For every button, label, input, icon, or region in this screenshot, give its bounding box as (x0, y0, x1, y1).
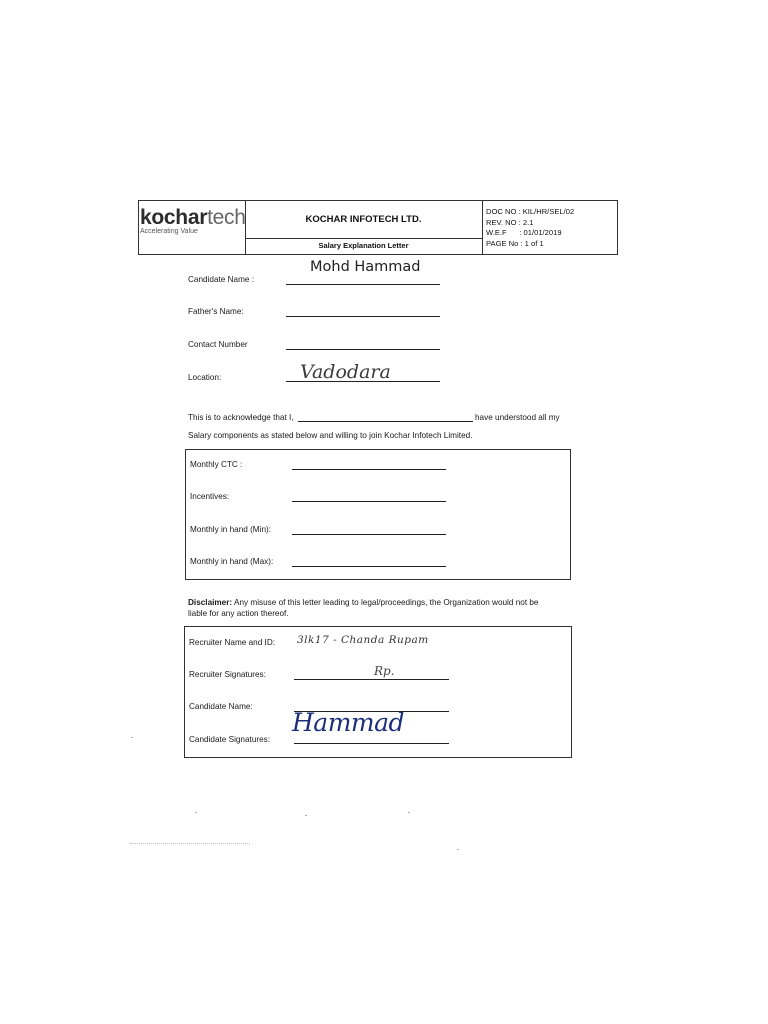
candidate-name-label-2: Candidate Name: (189, 702, 253, 711)
location-label: Location: (188, 373, 222, 382)
candidate-signature-label: Candidate Signatures: (189, 735, 271, 744)
recruiter-name-id-label: Recruiter Name and ID: (189, 638, 276, 647)
ack-name-field[interactable] (298, 421, 473, 422)
location-handwritten: Vadodara (300, 361, 391, 383)
document-info (486, 207, 574, 249)
monthly-ctc-field[interactable] (292, 469, 446, 470)
header-divider (245, 238, 482, 239)
incentives-field[interactable] (292, 501, 446, 502)
logo-tech-text: tech (207, 206, 246, 229)
contact-number-label: Contact Number (188, 340, 248, 349)
disclaimer-text: Any misuse of this letter leading to legal/proceedings, the Organization would not be (233, 598, 539, 607)
logo-tagline: Accelerating Value (140, 228, 198, 235)
monthly-inhand-max-label: Monthly in hand (Max): (190, 557, 274, 566)
candidate-name-label: Candidate Name : (188, 275, 254, 284)
disclaimer-line1 (188, 598, 538, 607)
ack-suffix: have understood all my (475, 413, 560, 422)
disclaimer-line2: liable for any action thereof. (188, 609, 289, 618)
header-divider (482, 201, 483, 254)
disclaimer-heading: Disclaimer: (188, 598, 233, 607)
document-header-table (138, 200, 618, 255)
monthly-ctc-label: Monthly CTC : (190, 460, 243, 469)
candidate-name-field[interactable] (286, 284, 440, 285)
recruiter-signature: Rp. (374, 664, 395, 678)
recruiter-signature-field[interactable] (294, 679, 449, 680)
doc-number: DOC NO : KIL/HR/SEL/02 (486, 207, 575, 216)
monthly-inhand-max-field[interactable] (292, 566, 446, 567)
scan-speck (457, 849, 459, 850)
candidate-typed-name: Mohd Hammad (310, 259, 421, 275)
location-field[interactable] (286, 381, 440, 382)
recruiter-name-id-handwritten: 3lk17 - Chanda Rupam (297, 634, 429, 646)
page-number: PAGE No : 1 of 1 (486, 238, 544, 248)
scan-speck (195, 812, 197, 813)
company-logo (140, 206, 246, 235)
scan-speck (408, 812, 410, 813)
monthly-inhand-min-label: Monthly in hand (Min): (190, 525, 271, 534)
monthly-inhand-min-field[interactable] (292, 534, 446, 535)
ack-line2: Salary components as stated below and willing to join Kochar Infotech Limited. (188, 431, 473, 440)
father-name-field[interactable] (286, 316, 440, 317)
incentives-label: Incentives: (190, 492, 230, 501)
candidate-signature: Hammad (292, 708, 405, 737)
recruiter-signature-label: Recruiter Signatures: (189, 670, 266, 679)
scan-speck (131, 737, 133, 738)
candidate-signature-field[interactable] (294, 743, 449, 744)
revision-number: REV. NO : 2.1 (486, 217, 534, 227)
scan-artifact-line (130, 843, 250, 844)
effective-date: W.E.F : 01/01/2019 (486, 228, 562, 238)
contact-number-field[interactable] (286, 349, 440, 350)
scan-speck (305, 815, 307, 816)
logo-main-text: kochar (140, 206, 208, 229)
letter-title: Salary Explanation Letter (318, 241, 409, 250)
ack-prefix: This is to acknowledge that I, (188, 413, 294, 422)
father-name-label: Father's Name: (188, 307, 244, 316)
company-name: KOCHAR INFOTECH LTD. (305, 214, 422, 225)
